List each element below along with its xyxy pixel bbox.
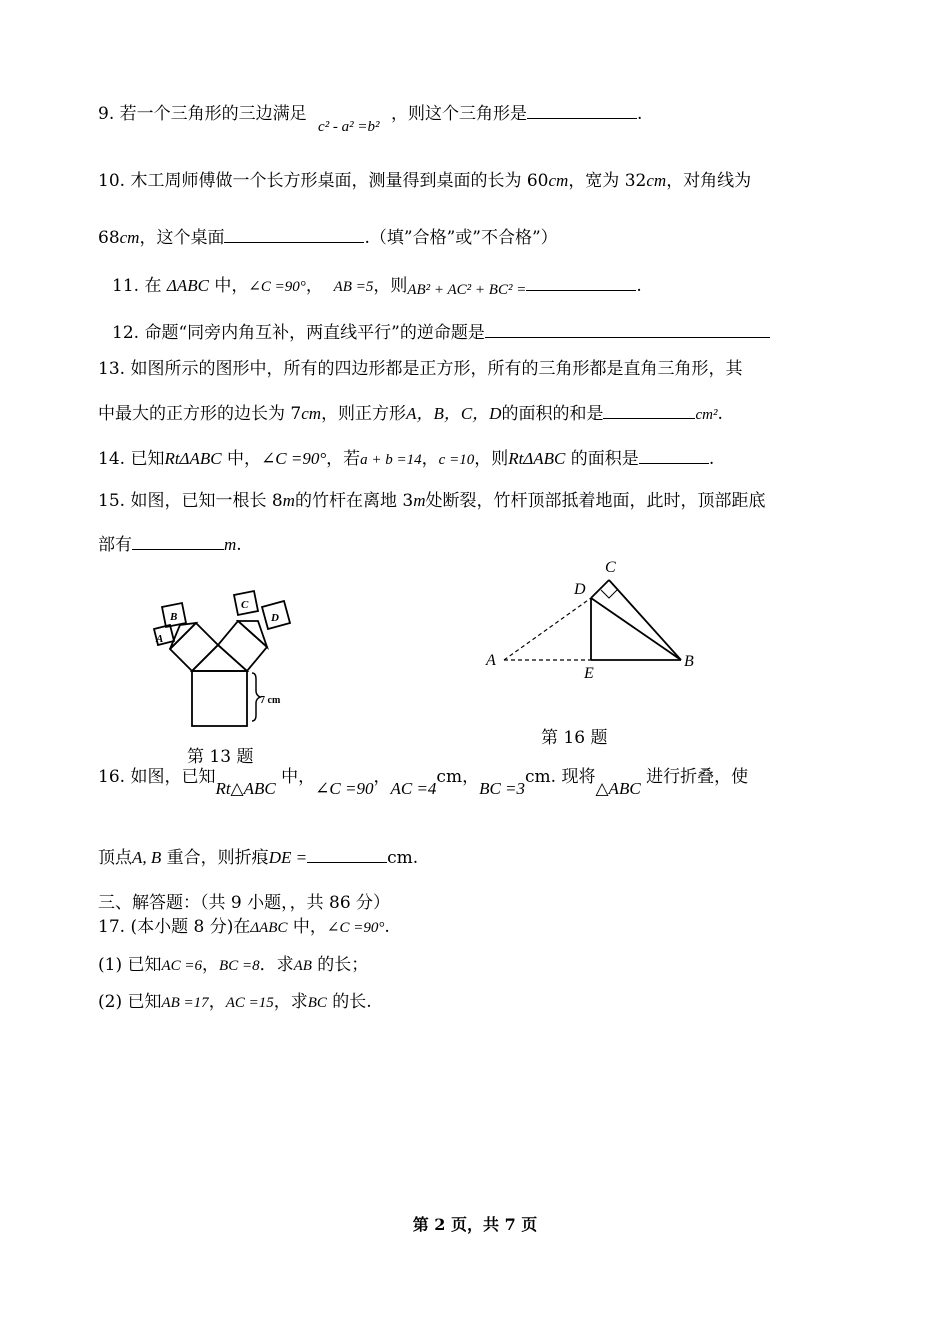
question-17-part1: (1) 已知AC =6，BC =8．求AB 的长； [98, 955, 369, 975]
fig16-label-a: A [486, 652, 496, 669]
question-9: 9. 若一个三角形的三边满足 c² - a² =b² ，则这个三角形是 . [98, 100, 642, 127]
question-17: 17. (本小题 8 分)在ΔABC 中，∠C =90°. [98, 917, 390, 937]
q12-answer-blank[interactable] [485, 319, 770, 338]
q16-rt: Rt△ABC [215, 779, 276, 798]
page-footer: 第 2 页，共 7 页 [412, 1215, 538, 1234]
section-3-title: 三、解答题：（共 9 小题，，共 86 分） [98, 893, 391, 913]
q13-answer-blank[interactable] [603, 400, 695, 419]
q16-answer-blank[interactable] [307, 844, 387, 863]
question-13-line2: 中最大的正方形的边长为 7cm，则正方形A，B，C，D的面积的和是 cm². [98, 400, 723, 427]
question-10-line1: 10. 木工周师傅做一个长方形桌面，测量得到桌面的长为 60cm，宽为 32cm，对角线为 [98, 171, 752, 191]
fig13-label-d: D [271, 612, 279, 624]
fig16-db [591, 598, 681, 660]
fig13-label-b: B [170, 611, 178, 623]
question-10-line2: 68cm，这个桌面 .（填”合格”或”不合格”） [98, 224, 558, 250]
fig16-label-c: C [605, 559, 616, 576]
fig13-big-square [192, 671, 247, 726]
fig13-label-a: A [156, 633, 164, 645]
question-17-part2: (2) 已知AB =17，AC =15，求BC 的长. [98, 992, 372, 1012]
q14-answer-blank[interactable] [639, 445, 709, 464]
figure-13 [140, 585, 300, 735]
q10-answer-blank[interactable] [224, 224, 364, 243]
question-12: 12. 命题“同旁内角互补，两直线平行”的逆命题是 [112, 319, 770, 345]
fig16-label-e: E [584, 665, 594, 682]
fig16-cb [609, 580, 681, 660]
figure-16 [478, 552, 708, 687]
question-16-line2: 顶点A, B 重合，则折痕DE = cm. [98, 844, 418, 870]
q9-answer-blank[interactable] [527, 100, 637, 119]
fig16-caption: 第 16 题 [541, 728, 608, 748]
q11-answer-blank[interactable] [526, 272, 636, 291]
fig13-caption: 第 13 题 [187, 747, 254, 767]
q15-answer-blank[interactable] [132, 531, 224, 550]
question-15-line1: 15. 如图，已知一根长 8m的竹杆在离地 3m处断裂，竹杆顶部抵着地面，此时，顶部距底 [98, 491, 766, 511]
fig13-label-c: C [241, 599, 249, 611]
question-15-line2: 部有 m. [98, 531, 242, 557]
q9-formula: c² - a² =b² [318, 119, 380, 135]
question-11: 11. 在 ΔABC 中，∠C =90°， AB =5，则AB² + AC² + BC² = . [112, 272, 642, 299]
question-14: 14. 已知RtΔABC 中，∠C =90°，若a + b =14，c =10，则RtΔABC 的面积是 . [98, 445, 714, 472]
fig16-right-angle-mark [601, 590, 617, 598]
fig16-label-d: D [574, 581, 586, 598]
fig13-brace [252, 673, 260, 721]
question-16-line1: 16. 如图，已知Rt△ABC 中，∠C =90，AC =4cm，BC =3cm. 现将△ABC 进行折叠，使 [98, 767, 749, 798]
fig13-size-label: 7 cm [260, 695, 281, 706]
fig13-triangle [192, 645, 247, 671]
fig16-dashed-ad [504, 598, 591, 660]
fig16-label-b: B [684, 653, 694, 670]
question-13-line1: 13. 如图所示的图形中，所有的四边形都是正方形，所有的三角形都是直角三角形，其 [98, 359, 743, 379]
